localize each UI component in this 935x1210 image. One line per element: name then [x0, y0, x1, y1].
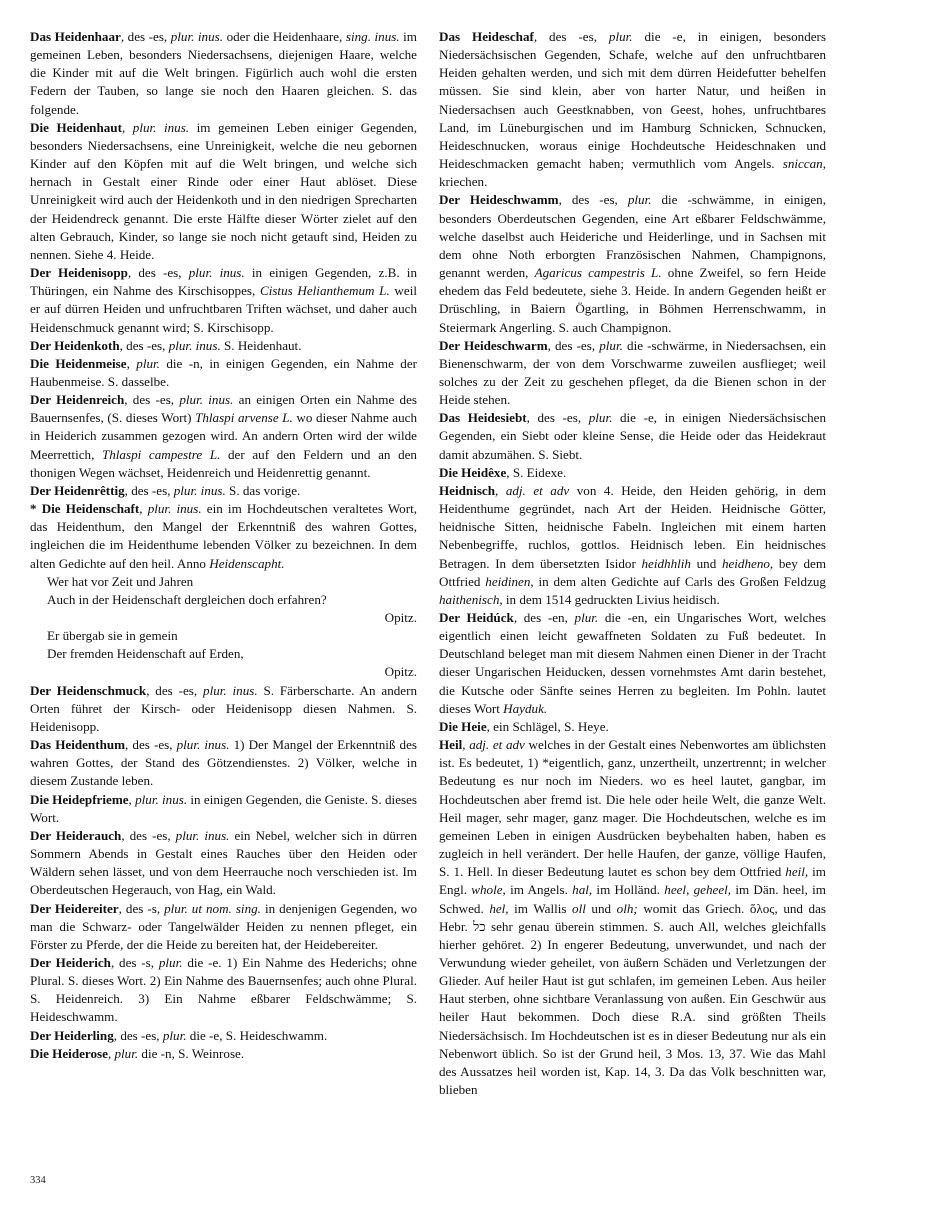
entry-text: ,: [126, 355, 137, 371]
entry-text: , des -es,: [125, 737, 177, 753]
entry-text: im Wallis: [508, 900, 573, 916]
entry-italic-text: plur. inus.: [175, 827, 230, 843]
entry-text: von 4. Heide, den Heiden gehörig, in dem Heidenthume gegründet, nach Art der Heiden. Heidnische Götter, heidnische Sitten, heidnische Fabeln. Ingleichen mit einem harten Nebenbegriffe, ruchlos, gottlos. Heidnisch leben. Ein heidnisches Betragen. In dem übersetzten Isidor: [439, 482, 827, 571]
entry-text: , des -es,: [526, 410, 589, 426]
entry-italic-text: whole,: [471, 882, 506, 898]
entry-italic-text: plur.: [114, 1045, 139, 1061]
entry-text: ,: [121, 119, 133, 135]
entry-italic-text: adj. et adv: [469, 737, 525, 753]
entry-text: wo dieser Nahme auch in Heiderich zusammen gezogen wird. An andern Orten wird der wilde Meerrettich,: [30, 410, 418, 462]
entry-headword: * Die Heidenschaft: [30, 501, 140, 517]
entry-italic-text: oll: [572, 900, 586, 916]
entry-headword: Der Heideschwamm: [439, 192, 559, 208]
entry-italic-text: plur. inus.: [170, 29, 224, 44]
entry-text: , des -s,: [110, 954, 159, 970]
verse-line: Er übergab sie in gemein: [47, 628, 178, 644]
entry-text: weil er auf dürren Heiden und unfruchtbaren Triften wächset, und daher auch Heidenschmuck genannt wird; S. Kirschisopp.: [30, 283, 417, 335]
entry-italic-text: plur.: [588, 410, 613, 426]
dictionary-entry: [30, 28, 417, 119]
entry-headword: Der Heidenschmuck: [30, 682, 147, 698]
entry-italic-text: plur.: [136, 355, 160, 371]
entry-text: , des -es,: [127, 265, 189, 281]
entry-text: , des -es,: [121, 827, 176, 843]
entry-italic-text: plur. inus.: [173, 482, 226, 498]
entry-italic-text: Agaricus campestris L.: [534, 265, 662, 281]
entry-text: ,: [139, 501, 148, 517]
dictionary-entry: [30, 1045, 417, 1063]
entry-text: in dem alten Gedichte auf Carls des Großen Feldzug: [533, 573, 826, 589]
dictionary-entry: [30, 827, 417, 900]
entry-text: womit das Griech. ὅλος, und das Hebr. כל sehr genau überein stimmen. S. auch All, welches gleichfalls hierher gehöret. 2) In engerer Bedeutung, unverwundet, und nach der Verwundung wieder geheilet, von äußern Schäden und Verletzungen der Glieder. Auf heiler Haut ist gut schlafen, im gemeinen Leben. Aus heiler Haut sterben, ohne sichtbare Veranlassung von außen. Ein Geschwür aus heiler Haut bekommen. Doch diese R.A. sind größten Theils Niedersächsisch. Im Hochdeutschen ist es in dieser Bedeutung nur als ein Nebenwort üblich. So ist der Grund heil, 3 Mos. 13, 37. Wie das Mahl des Aussatzes heil worden ist, Kap. 14, 3. Da das Volk beschnitten war, blieben: [439, 900, 827, 1098]
entry-headword: Heil: [439, 737, 463, 753]
entry-headword: Der Heiderauch: [30, 827, 122, 843]
entry-headword: Die Heiderose: [30, 1045, 108, 1061]
entry-text: ,: [128, 791, 136, 807]
entry-italic-text: Hayduk.: [503, 700, 548, 716]
entry-text: ,: [107, 1045, 115, 1061]
entry-headword: Die Heidenhaut: [30, 119, 122, 135]
dictionary-entry: [439, 482, 826, 609]
dictionary-entry: [439, 28, 826, 191]
entry-italic-text: heidhhlih: [641, 555, 691, 571]
dictionary-page: [30, 28, 908, 1188]
entry-headword: Der Heidenkoth: [30, 337, 120, 353]
dictionary-entry: [30, 954, 417, 1027]
entry-text: , S. Eidexe.: [506, 464, 567, 480]
entry-text: und: [585, 900, 617, 916]
dictionary-entry: [439, 337, 826, 410]
entry-text: , des -es,: [120, 29, 171, 44]
entry-text: , des -en,: [513, 610, 575, 625]
entry-italic-text: plur. inus.: [132, 119, 190, 135]
dictionary-entry: [30, 482, 417, 500]
entry-italic-text: heidinen,: [485, 573, 534, 589]
entry-text: welches in der Gestalt eines Nebenwortes am üblichsten ist. Es bedeutet, 1) *eigentlich, ganz, unzertheilt, unzertrennt; in welcher Bedeutung es nur noch im Nieders. wo es heel lautet, gangbar, im Hochdeutschen aber fremd ist. Die hele oder heile Welt, die ganze Welt. Heil mager, sehr mager, ganz mager. Die Hochdeutschen, welche es im gemeinen Leben in einigen Ausdrücken beybehalten haben, haben es zugleich in hell verändert. Der helle Haufen, der ganze, völlige Haufen, S. 1. Hell. In dieser Bedeutung lautet es schon bey dem Ottfried: [439, 737, 826, 880]
entry-italic-text: plur. inus.: [179, 392, 234, 408]
entry-italic-text: heil,: [785, 864, 809, 880]
entry-italic-text: plur.: [599, 337, 623, 353]
entry-text: in einigen Gegenden, z.B. in Thüringen, ein Nahme des Kirschisoppes,: [30, 265, 417, 299]
entry-text: die -schwärme, in Niedersachsen, ein Bienenschwarm, der von dem Vorschwarme zuweilen ausflieget; weil solches zu der Zeit zu geschehen pfleget, da die Bienen schon in der Heide stehen.: [439, 337, 827, 408]
verse-line: Der fremden Heidenschaft auf Erden,: [47, 646, 244, 662]
entry-text: , des -es,: [533, 29, 609, 44]
entry-text: die -e, in einigen Niedersächsischen Gegenden, ein Siebt oder kleine Sense, die Heide oder das Heidekraut damit abzumähen. S. Siebt.: [439, 410, 826, 462]
entry-text: die -e, in einigen, besonders Niedersächsischen Gegenden, Schafe, welche auf den unfruchtbaren Heiden gehalten werden, und sich mit dem dürren Heidefutter behelfen müssen. Sie sind klein, aber von harter Natur, und heißen in Niedersachsen auch Geestknabben, von Geest, hohes, unfruchtbares Land, im Lüneburgischen und im Hamburg Schnicken, Schnucken, Heideschnucken, woraus einige Hochdeutsche Heideschnaken und Heideschmacken gemacht haben; vermuthlich vom Angels.: [439, 29, 827, 172]
page-number: 334: [30, 1175, 46, 1186]
entry-italic-text: plur.: [608, 29, 633, 44]
entry-text: S. das vorige.: [225, 482, 301, 498]
entry-text: S. Heidenhaut.: [220, 337, 302, 353]
verse-line: Auch in der Heidenschaft dergleichen doch erfahren?: [47, 591, 327, 607]
entry-text: an einigen Orten ein Nahme des Bauernsenfes, (S. dieses Wort): [30, 392, 417, 426]
entry-italic-text: haithenisch,: [439, 591, 503, 607]
entry-italic-text: olh;: [616, 900, 638, 916]
entry-italic-text: plur. inus.: [176, 737, 230, 753]
entry-headword: Die Heie: [439, 718, 487, 734]
dictionary-entry: [439, 409, 826, 463]
dictionary-entry: [30, 355, 417, 391]
entry-italic-text: sniccan,: [782, 156, 826, 172]
dictionary-entry: [30, 500, 417, 573]
entry-text: im gemeinen Leben, besonders Niedersachsens, diejenigen Haare, welche die Kinder mit auf die Welt bringen. Figürlich auch wohl die ersten Federn der Tauben, so lange sie noch den Haaren gleichen. S. das folgende.: [30, 29, 417, 117]
entry-italic-text: hal,: [572, 882, 593, 898]
entry-text: , des -es,: [124, 482, 174, 498]
entry-italic-text: heidheno,: [721, 555, 774, 571]
entry-text: der auf den Feldern und an den thonigen Wegen wächset, Heidenreich und Heidenrettig genannt.: [30, 446, 417, 480]
entry-italic-text: Thlaspi arvense L.: [195, 410, 293, 426]
entry-text: die -e. 1) Ein Nahme des Hederichs; ohne Plural. S. dieses Wort. 2) Ein Nahme des Bauernsenfes; auch ohne Plural. S. Heidenreich. 3) Ein Nahme eßbarer Feldschwämme; S. Heideschwamm.: [30, 954, 417, 1025]
dictionary-entry: [30, 682, 417, 736]
entry-text: im Engl.: [439, 864, 826, 898]
entry-headword: Der Heidenreich: [30, 392, 125, 408]
left-column: [30, 28, 417, 1063]
verse-source: Opitz.: [384, 664, 417, 680]
dictionary-entry: [439, 736, 826, 1099]
dictionary-entry: [30, 1027, 417, 1045]
entry-italic-text: plur.: [574, 610, 599, 625]
entry-italic-text: plur.: [162, 1027, 187, 1043]
entry-italic-text: plur. inus.: [135, 791, 188, 807]
entry-text: im gemeinen Leben einiger Gegenden, besonders Niedersachsens, eine Unreinigkeit, welche die neu gebornen Kinder auf den Köpfen mit auf die Welt bringen, und welche sich hernach in Gestalt einer Rinde oder einer Haut ablöset. Diese Unreinigkeit wird auch der Heidenkoth und in den niedrigen Sprecharten der Heidendreck genannt. Die erste Hälfte dieser Wörter zielet auf den alten Gebrauch, Kinder, so lange sie noch nicht getauft sind, Heiden zu nennen. Siehe 4. Heide.: [30, 119, 417, 262]
entry-text: ein Nebel, welcher sich in dürren Sommern Abends in Gestalt eines Rauches über den Heiden oder Wäldern sehen lässet, und von dem Heerrauche noch verschieden ist. Im Oberdeutschen Hegerauch, von Hag, ein Wald.: [30, 827, 417, 898]
entry-headword: Der Heidenisopp: [30, 265, 128, 281]
entry-text: kriechen.: [439, 174, 488, 190]
entry-text: in einigen Gegenden, die Geniste. S. dieses Wort.: [30, 791, 418, 825]
entry-italic-text: Heidenscapht.: [209, 555, 285, 571]
dictionary-entry: [439, 464, 826, 482]
entry-text: die -e, S. Heideschwamm.: [186, 1027, 328, 1043]
dictionary-entry: [30, 264, 417, 337]
entry-text: in denjenigen Gegenden, wo man die Schwarz- oder Tangelwälder Heiden zu nennen pfleget, ein Förster zu Pferde, der die Heide zu bereiten hat, der Heidebereiter.: [30, 900, 418, 952]
dictionary-entry: [30, 736, 417, 790]
entry-italic-text: heel, geheel,: [664, 882, 732, 898]
entry-text: ohne Zweifel, so fern Heide ehedem das Feld bedeutete, siehe 3. Heide. In andern Gegenden heißt er Drüschling, in Baiern Ögartling, in Böhmen Herrenschwamm, in Steiermark Angerling. S. auch Champignon.: [439, 265, 826, 335]
entry-text: , des -es,: [119, 337, 169, 353]
entry-text: und: [690, 555, 722, 571]
dictionary-entry: [30, 337, 417, 355]
entry-italic-text: sing. inus.: [345, 29, 400, 44]
entry-headword: Das Heidenthum: [30, 737, 126, 753]
verse-quote: [30, 627, 417, 681]
entry-italic-text: Cistus Helianthemum L.: [259, 283, 390, 299]
dictionary-entry: [30, 391, 417, 482]
entry-italic-text: hel,: [489, 900, 509, 916]
entry-italic-text: adj. et adv: [505, 482, 570, 498]
entry-text: im Holländ.: [592, 882, 665, 898]
entry-headword: Die Heidepfrieme: [30, 791, 129, 807]
entry-headword: Der Heidereiter: [30, 900, 119, 916]
entry-text: , des -es,: [113, 1027, 163, 1043]
entry-text: in dem 1514 gedruckten Livius heidisch.: [502, 591, 720, 607]
entry-text: ein im Hochdeutschen veraltetes Wort, das Heidenthum, den Mangel der Erkenntniß des wahren Gottes, ingleichen die im Heidenthume lebenden Völker zu bezeichnen. In dem alten Gedichte auf den heil. Anno: [30, 501, 418, 571]
entry-italic-text: plur.: [627, 192, 652, 208]
entry-text: im Angels.: [505, 882, 573, 898]
entry-text: , des -es,: [547, 337, 600, 353]
entry-text: , ein Schlägel, S. Heye.: [486, 718, 609, 734]
entry-headword: Das Heidenhaar: [30, 29, 121, 44]
verse-quote: [30, 573, 417, 627]
entry-headword: Der Heiderling: [30, 1027, 114, 1043]
entry-headword: Die Heidêxe: [439, 464, 507, 480]
entry-italic-text: plur. inus.: [147, 501, 202, 517]
right-column: [439, 28, 826, 1099]
entry-italic-text: plur. inus.: [168, 337, 221, 353]
entry-text: , des -es,: [124, 392, 180, 408]
entry-headword: Das Heidesiebt: [439, 410, 527, 426]
entry-text: die -schwämme, in einigen, besonders Oberdeutschen Gegenden, eine Art eßbarer Feldschwämme, welche daselbst auch Heideriche und Heiderlinge, und in Sachsen mit dem ohne Noth erborgten Französischen Nahmen, Champignons, genannt werden,: [439, 192, 827, 281]
dictionary-entry: [439, 609, 826, 718]
dictionary-entry: [30, 900, 417, 954]
entry-headword: Der Heidenrêttig: [30, 482, 125, 498]
entry-headword: Der Heidúck: [439, 610, 514, 625]
verse-source: Opitz.: [384, 610, 417, 625]
entry-text: im Dän. heel, im Schwed.: [439, 882, 826, 916]
dictionary-entry: [30, 791, 417, 827]
entry-text: S. Färberscharte. An andern Orten führet der Kirsch- oder Heidenisopp diesen Nahmen. S. Heidenisopp.: [30, 682, 418, 734]
dictionary-entry: [439, 191, 826, 336]
entry-text: ,: [462, 737, 470, 753]
entry-text: , des -s,: [118, 900, 165, 916]
entry-italic-text: plur. inus.: [188, 265, 245, 281]
entry-headword: Das Heideschaf: [439, 29, 534, 44]
entry-italic-text: plur. inus.: [203, 682, 258, 698]
entry-text: die -en, ein Ungarisches Wort, welches eigentlich einen leicht gewaffneten Soldaten zu Fuß bedeutet. In Deutschland beleget man mit diesem Nahmen einen Diener in der Tracht dieser Ungarischen Heiducken, dessen vornehmstes Amt darin bestehet, die Kutsche oder Sänfte seines Herren zu begleiten. Im Pohln. lautet dieses Wort: [439, 610, 826, 716]
entry-italic-text: plur.: [158, 954, 183, 970]
entry-text: bey dem Ottfried: [439, 555, 826, 589]
entry-text: oder die Heidenhaare,: [223, 29, 346, 44]
dictionary-entry: [439, 718, 826, 736]
entry-text: die -n, in einigen Gegenden, ein Nahme der Haubenmeise. S. dasselbe.: [30, 355, 418, 389]
entry-text: , des -es,: [146, 682, 204, 698]
entry-headword: Der Heideschwarm: [439, 337, 548, 353]
entry-italic-text: plur. ut nom. sing.: [164, 900, 261, 916]
entry-headword: Die Heidenmeise: [30, 355, 127, 371]
entry-text: ,: [495, 482, 506, 498]
entry-headword: Der Heiderich: [30, 954, 111, 970]
verse-line: Wer hat vor Zeit und Jahren: [47, 573, 194, 589]
entry-italic-text: Thlaspi campestre L.: [101, 446, 221, 462]
entry-text: 1) Der Mangel der Erkenntniß des wahren Gottes, der Stand des Götzendienstes. 2) Völker, welche in diesem Zustande leben.: [30, 737, 417, 789]
dictionary-entry: [30, 119, 417, 264]
entry-text: , des -es,: [558, 192, 628, 208]
entry-text: die -n, S. Weinrose.: [138, 1045, 245, 1061]
entry-headword: Heidnisch: [439, 482, 496, 498]
